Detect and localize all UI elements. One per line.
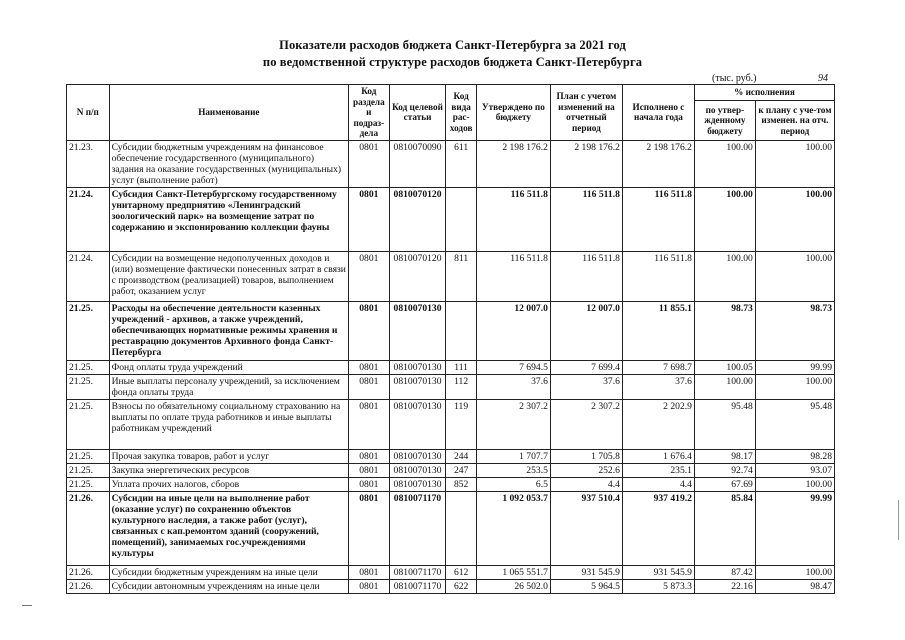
row-statya-code: 0810070090 bbox=[389, 140, 446, 187]
row-pct-plan: 100.00 bbox=[755, 251, 834, 301]
header-pct-group: % исполнения bbox=[694, 85, 834, 101]
table-row bbox=[67, 399, 835, 449]
table-row bbox=[67, 565, 835, 579]
table-body bbox=[67, 140, 835, 593]
row-plan: 7 699.4 bbox=[550, 360, 622, 374]
row-name: Субсидия Санкт-Петербургскому государственному унитарному предприятию «Ленинградский зоологический парк» на возмещение затрат по содержанию и экспонированию коллекции фауны bbox=[109, 187, 348, 251]
row-name: Субсидии бюджетным учреждениям на финансовое обеспечение государственного (муниципального) задания на оказание государственных (муниципальных) услуг (выполнение работ) bbox=[109, 140, 348, 187]
row-plan: 4.4 bbox=[550, 477, 622, 491]
row-statya-code: 0810070130 bbox=[389, 374, 446, 399]
row-vid-code: 852 bbox=[446, 477, 476, 491]
row-approved: 116 511.8 bbox=[476, 251, 550, 301]
header-name: Наименование bbox=[109, 85, 348, 141]
header-executed: Исполнено с начала года bbox=[622, 85, 694, 141]
row-pct-approved: 85.84 bbox=[694, 491, 755, 565]
row-number: 21.25. bbox=[67, 449, 110, 463]
row-name: Уплата прочих налогов, сборов bbox=[109, 477, 348, 491]
row-pct-approved: 100.00 bbox=[694, 374, 755, 399]
row-executed: 5 873.3 bbox=[622, 579, 694, 593]
row-name: Прочая закупка товаров, работ и услуг bbox=[109, 449, 348, 463]
row-pct-approved: 100.00 bbox=[694, 140, 755, 187]
row-vid-code bbox=[446, 187, 476, 251]
row-executed: 235.1 bbox=[622, 463, 694, 477]
row-statya-code: 0810070130 bbox=[389, 360, 446, 374]
row-pct-plan: 100.00 bbox=[755, 565, 834, 579]
row-number: 21.26. bbox=[67, 491, 110, 565]
row-vid-code: 612 bbox=[446, 565, 476, 579]
row-executed: 931 545.9 bbox=[622, 565, 694, 579]
row-plan: 2 307.2 bbox=[550, 399, 622, 449]
row-plan: 116 511.8 bbox=[550, 251, 622, 301]
document-title-line1: Показатели расходов бюджета Санкт-Петербурга за 2021 год bbox=[279, 38, 626, 52]
row-executed: 937 419.2 bbox=[622, 491, 694, 565]
row-pct-plan: 99.99 bbox=[755, 360, 834, 374]
row-plan: 937 510.4 bbox=[550, 491, 622, 565]
row-vid-code: 247 bbox=[446, 463, 476, 477]
row-approved: 116 511.8 bbox=[476, 187, 550, 251]
row-vid-code: 112 bbox=[446, 374, 476, 399]
row-number: 21.25. bbox=[67, 374, 110, 399]
document-title-line2: по ведомственной структуре расходов бюджета Санкт-Петербурга bbox=[262, 55, 643, 69]
row-executed: 37.6 bbox=[622, 374, 694, 399]
row-executed: 116 511.8 bbox=[622, 251, 694, 301]
row-pct-plan: 100.00 bbox=[755, 140, 834, 187]
row-pct-approved: 92.74 bbox=[694, 463, 755, 477]
row-approved: 1 092 053.7 bbox=[476, 491, 550, 565]
row-plan: 116 511.8 bbox=[550, 187, 622, 251]
row-statya-code: 0810070130 bbox=[389, 477, 446, 491]
header-approved: Утверждено по бюджету bbox=[476, 85, 550, 141]
row-executed: 4.4 bbox=[622, 477, 694, 491]
header-plan: План с учетом изменений на отчетный период bbox=[550, 85, 622, 141]
header-vid: Код вида рас-ходов bbox=[446, 85, 476, 141]
row-number: 21.23. bbox=[67, 140, 110, 187]
row-approved: 26 502.0 bbox=[476, 579, 550, 593]
row-pct-approved: 87.42 bbox=[694, 565, 755, 579]
header-nn: N п/п bbox=[67, 85, 110, 141]
row-name: Иные выплаты персоналу учреждений, за исключением фонда оплаты труда bbox=[109, 374, 348, 399]
row-number: 21.25. bbox=[67, 463, 110, 477]
row-razdel-code: 0801 bbox=[349, 187, 390, 251]
units-label: (тыс. руб.) bbox=[712, 73, 757, 84]
row-pct-plan: 95.48 bbox=[755, 399, 834, 449]
row-plan: 931 545.9 bbox=[550, 565, 622, 579]
row-statya-code: 0810070120 bbox=[389, 251, 446, 301]
row-razdel-code: 0801 bbox=[349, 449, 390, 463]
row-name: Расходы на обеспечение деятельности казенных учреждений - архивов, а также учреждений, обеспечивающих нормативные режимы хранения и реставрацию документов Архивного фонда Санкт-Петербурга bbox=[109, 301, 348, 360]
page-number: 94 bbox=[818, 73, 828, 84]
table-row bbox=[67, 477, 835, 491]
row-approved: 12 007.0 bbox=[476, 301, 550, 360]
row-plan: 252.6 bbox=[550, 463, 622, 477]
row-number: 21.24. bbox=[67, 187, 110, 251]
row-statya-code: 0810070130 bbox=[389, 399, 446, 449]
header-pct-approved: по утвер-жденному бюджету bbox=[694, 101, 755, 140]
header-statya: Код целевой статьи bbox=[389, 85, 446, 141]
row-vid-code: 119 bbox=[446, 399, 476, 449]
table-row bbox=[67, 187, 835, 251]
row-name: Субсидии на иные цели на выполнение работ (оказание услуг) по сохранению объектов культурного наследия, а также работ (услуг), связанных с кап.ремонтом зданий (сооружений, помещений), занимаемых гос.учреждениями культуры bbox=[109, 491, 348, 565]
row-executed: 116 511.8 bbox=[622, 187, 694, 251]
row-razdel-code: 0801 bbox=[349, 579, 390, 593]
row-razdel-code: 0801 bbox=[349, 491, 390, 565]
row-name: Фонд оплаты труда учреждений bbox=[109, 360, 348, 374]
row-number: 21.26. bbox=[67, 579, 110, 593]
row-statya-code: 0810070130 bbox=[389, 301, 446, 360]
scan-artifact bbox=[22, 605, 32, 606]
table-row bbox=[67, 463, 835, 477]
row-executed: 7 698.7 bbox=[622, 360, 694, 374]
row-vid-code: 811 bbox=[446, 251, 476, 301]
row-razdel-code: 0801 bbox=[349, 399, 390, 449]
row-name: Субсидии автономным учреждениям на иные цели bbox=[109, 579, 348, 593]
row-plan: 2 198 176.2 bbox=[550, 140, 622, 187]
row-plan: 1 705.8 bbox=[550, 449, 622, 463]
row-approved: 2 198 176.2 bbox=[476, 140, 550, 187]
row-pct-approved: 100.05 bbox=[694, 360, 755, 374]
row-approved: 253.5 bbox=[476, 463, 550, 477]
row-approved: 1 707.7 bbox=[476, 449, 550, 463]
row-statya-code: 0810070130 bbox=[389, 449, 446, 463]
row-approved: 7 694.5 bbox=[476, 360, 550, 374]
row-pct-approved: 95.48 bbox=[694, 399, 755, 449]
row-approved: 6.5 bbox=[476, 477, 550, 491]
row-vid-code: 244 bbox=[446, 449, 476, 463]
row-statya-code: 0810070130 bbox=[389, 463, 446, 477]
row-name: Субсидии бюджетным учреждениям на иные цели bbox=[109, 565, 348, 579]
header-pct-plan: к плану с уче-том изменен. на отч. период bbox=[755, 101, 834, 140]
row-pct-approved: 98.17 bbox=[694, 449, 755, 463]
row-approved: 37.6 bbox=[476, 374, 550, 399]
row-vid-code bbox=[446, 301, 476, 360]
row-razdel-code: 0801 bbox=[349, 374, 390, 399]
row-executed: 11 855.1 bbox=[622, 301, 694, 360]
row-pct-plan: 98.28 bbox=[755, 449, 834, 463]
row-number: 21.25. bbox=[67, 360, 110, 374]
row-pct-approved: 67.69 bbox=[694, 477, 755, 491]
row-statya-code: 0810071170 bbox=[389, 565, 446, 579]
table-row bbox=[67, 301, 835, 360]
row-razdel-code: 0801 bbox=[349, 463, 390, 477]
row-vid-code bbox=[446, 491, 476, 565]
row-name: Субсидии на возмещение недополученных доходов и (или) возмещение фактически понесенных затрат в связи с производством (реализацией) товаров, выполнением работ, оказанием услуг bbox=[109, 251, 348, 301]
row-number: 21.26. bbox=[67, 565, 110, 579]
row-approved: 1 065 551.7 bbox=[476, 565, 550, 579]
table-row bbox=[67, 579, 835, 593]
row-statya-code: 0810070120 bbox=[389, 187, 446, 251]
row-statya-code: 0810071170 bbox=[389, 579, 446, 593]
row-vid-code: 111 bbox=[446, 360, 476, 374]
row-number: 21.25. bbox=[67, 477, 110, 491]
row-name: Закупка энергетических ресурсов bbox=[109, 463, 348, 477]
row-number: 21.25. bbox=[67, 399, 110, 449]
row-executed: 2 198 176.2 bbox=[622, 140, 694, 187]
row-pct-approved: 98.73 bbox=[694, 301, 755, 360]
row-pct-plan: 98.73 bbox=[755, 301, 834, 360]
row-pct-plan: 98.47 bbox=[755, 579, 834, 593]
row-vid-code: 622 bbox=[446, 579, 476, 593]
table-row bbox=[67, 374, 835, 399]
row-razdel-code: 0801 bbox=[349, 477, 390, 491]
row-plan: 12 007.0 bbox=[550, 301, 622, 360]
row-number: 21.25. bbox=[67, 301, 110, 360]
row-plan: 5 964.5 bbox=[550, 579, 622, 593]
row-pct-plan: 100.00 bbox=[755, 187, 834, 251]
row-pct-approved: 100.00 bbox=[694, 251, 755, 301]
row-executed: 1 676.4 bbox=[622, 449, 694, 463]
row-pct-plan: 93.07 bbox=[755, 463, 834, 477]
row-name: Взносы по обязательному социальному страхованию на выплаты по оплате труда работников и иные выплаты работникам учреждений bbox=[109, 399, 348, 449]
row-razdel-code: 0801 bbox=[349, 251, 390, 301]
row-razdel-code: 0801 bbox=[349, 565, 390, 579]
row-pct-approved: 100.00 bbox=[694, 187, 755, 251]
table-row bbox=[67, 449, 835, 463]
row-executed: 2 202.9 bbox=[622, 399, 694, 449]
header-razdel: Код раздела и подраз-дела bbox=[349, 85, 390, 141]
row-razdel-code: 0801 bbox=[349, 301, 390, 360]
row-razdel-code: 0801 bbox=[349, 140, 390, 187]
budget-table bbox=[66, 84, 835, 594]
table-row bbox=[67, 491, 835, 565]
table-row bbox=[67, 360, 835, 374]
row-statya-code: 0810071170 bbox=[389, 491, 446, 565]
row-pct-plan: 99.99 bbox=[755, 491, 834, 565]
row-approved: 2 307.2 bbox=[476, 399, 550, 449]
table-row bbox=[67, 251, 835, 301]
row-plan: 37.6 bbox=[550, 374, 622, 399]
row-pct-plan: 100.00 bbox=[755, 374, 834, 399]
row-pct-plan: 100.00 bbox=[755, 477, 834, 491]
row-vid-code: 611 bbox=[446, 140, 476, 187]
scan-artifact bbox=[898, 500, 899, 540]
row-pct-approved: 22.16 bbox=[694, 579, 755, 593]
table-row bbox=[67, 140, 835, 187]
row-razdel-code: 0801 bbox=[349, 360, 390, 374]
row-number: 21.24. bbox=[67, 251, 110, 301]
